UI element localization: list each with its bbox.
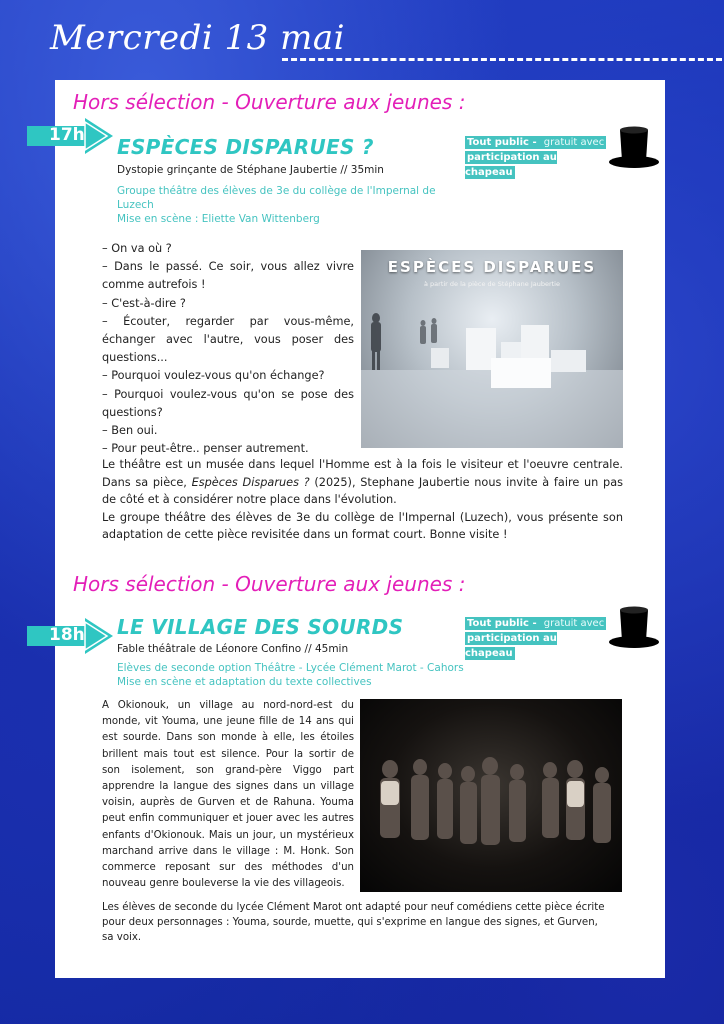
dialogue-block (102, 240, 354, 458)
dialogue-line: – Pourquoi voulez-vous qu'on échange? (102, 369, 325, 383)
dialogue-line: – Ben oui. (102, 424, 158, 438)
show-title: ESPÈCES DISPARUES ? (117, 135, 374, 159)
show-subtitle: Dystopie grinçante de Stéphane Jaubertie // 35min (117, 164, 384, 176)
badge-free: gratuit avec (540, 137, 605, 148)
badge-public: Tout public - (467, 618, 537, 629)
time-arrow (27, 118, 113, 154)
show-description: A Okionouk, un village au nord-nord-est du monde, vit Youma, une jeune fille de 14 ans qui est sourde. Dans son monde à elle, les étoiles brillent mais tout est silence. Pour la sortir de son isolement, son grand-père Viggo part apprendre la langue des signes dans un village voisin, auprès de Gurven et de Rahuna. Youma peut enfin communiquer et jouer avec les autres enfants d'Okionouk. Mais un jour, un mystérieux marchand arrive dans le village : M. Honk. Son commerce reposant sur des méthodes d'un nouveau genre bouleverse la vie des villageois. (102, 700, 354, 890)
poster-subtitle: à partir de la pièce de Stéphane Jaubertie (424, 280, 560, 288)
section-heading: Hors sélection - Ouverture aux jeunes : (73, 90, 466, 114)
time-label: 18h (49, 625, 85, 645)
price-badge (465, 135, 607, 180)
page-date-title: Mercredi 13 mai (50, 18, 346, 58)
badge-hat: participation au chapeau (465, 152, 557, 178)
description-text: Le groupe théâtre des élèves de 3e du collège de l'Impernal (Luzech), vous présente son adaptation de cette pièce revisitée dans un format court. Bonne visite ! (102, 510, 623, 541)
show-credits (117, 661, 547, 689)
program-panel (49, 80, 665, 978)
show-credits (117, 184, 457, 226)
actors-illustration (360, 699, 622, 892)
description-text: Le théâtre est un musée dans lequel l'Homme est à la fois le visiteur et l'oeuvre centrale. Dans sa pièce, (102, 458, 623, 489)
description-title-italic: Espèces Disparues ? (191, 475, 310, 489)
dialogue-line: – Pour peut-être.. penser autrement. (102, 442, 309, 456)
show-subtitle: Fable théâtrale de Léonore Confino // 45min (117, 643, 349, 655)
credit-line: Mise en scène : Eliette Van Wittenberg (117, 213, 320, 225)
credit-line: Elèves de seconde option Théâtre - Lycée Clément Marot - Cahors (117, 662, 464, 674)
description-text: (2025), Stephane Jaubertie nous invite à faire un pas de côté et à considérer notre place dans l'évolution. (102, 475, 624, 506)
show-description (102, 456, 623, 544)
badge-hat: participation au chapeau (465, 633, 557, 659)
dialogue-line: – Pourquoi voulez-vous qu'on se pose des questions? (102, 387, 354, 419)
dashed-divider (282, 58, 722, 61)
poster-title: ESPÈCES DISPARUES (387, 258, 597, 276)
show-adaptation-note: Les élèves de seconde du lycée Clément Marot ont adapté pour neuf comédiens cette pièce écrite pour deux personnages : Youma, sourde, muette, qui s'exprime en langue des signes, et Gurven, sa voix. (102, 902, 605, 943)
cast-photo (360, 699, 622, 892)
credit-line: Mise en scène et adaptation du texte collectives (117, 676, 372, 688)
dialogue-line: – Écouter, regarder par vous-même, échanger avec l'autre, vous poser des questions... (102, 314, 354, 365)
credit-line: Groupe théâtre des élèves de 3e du collège de l'Impernal de Luzech (117, 185, 436, 211)
time-arrow (27, 618, 113, 654)
time-label: 17h (49, 125, 85, 145)
section-heading: Hors sélection - Ouverture aux jeunes : (73, 572, 466, 596)
top-hat-icon (608, 124, 660, 170)
dialogue-line: – Dans le passé. Ce soir, vous allez vivre comme autrefois ! (102, 260, 354, 292)
badge-free: gratuit avec (540, 618, 605, 629)
show-title: LE VILLAGE DES SOURDS (117, 615, 404, 639)
dialogue-line: – C'est-à-dire ? (102, 296, 186, 310)
badge-public: Tout public - (467, 137, 537, 148)
top-hat-icon (608, 604, 660, 650)
poster-image (361, 250, 623, 448)
price-badge (465, 616, 607, 661)
dialogue-line: – On va où ? (102, 242, 172, 255)
